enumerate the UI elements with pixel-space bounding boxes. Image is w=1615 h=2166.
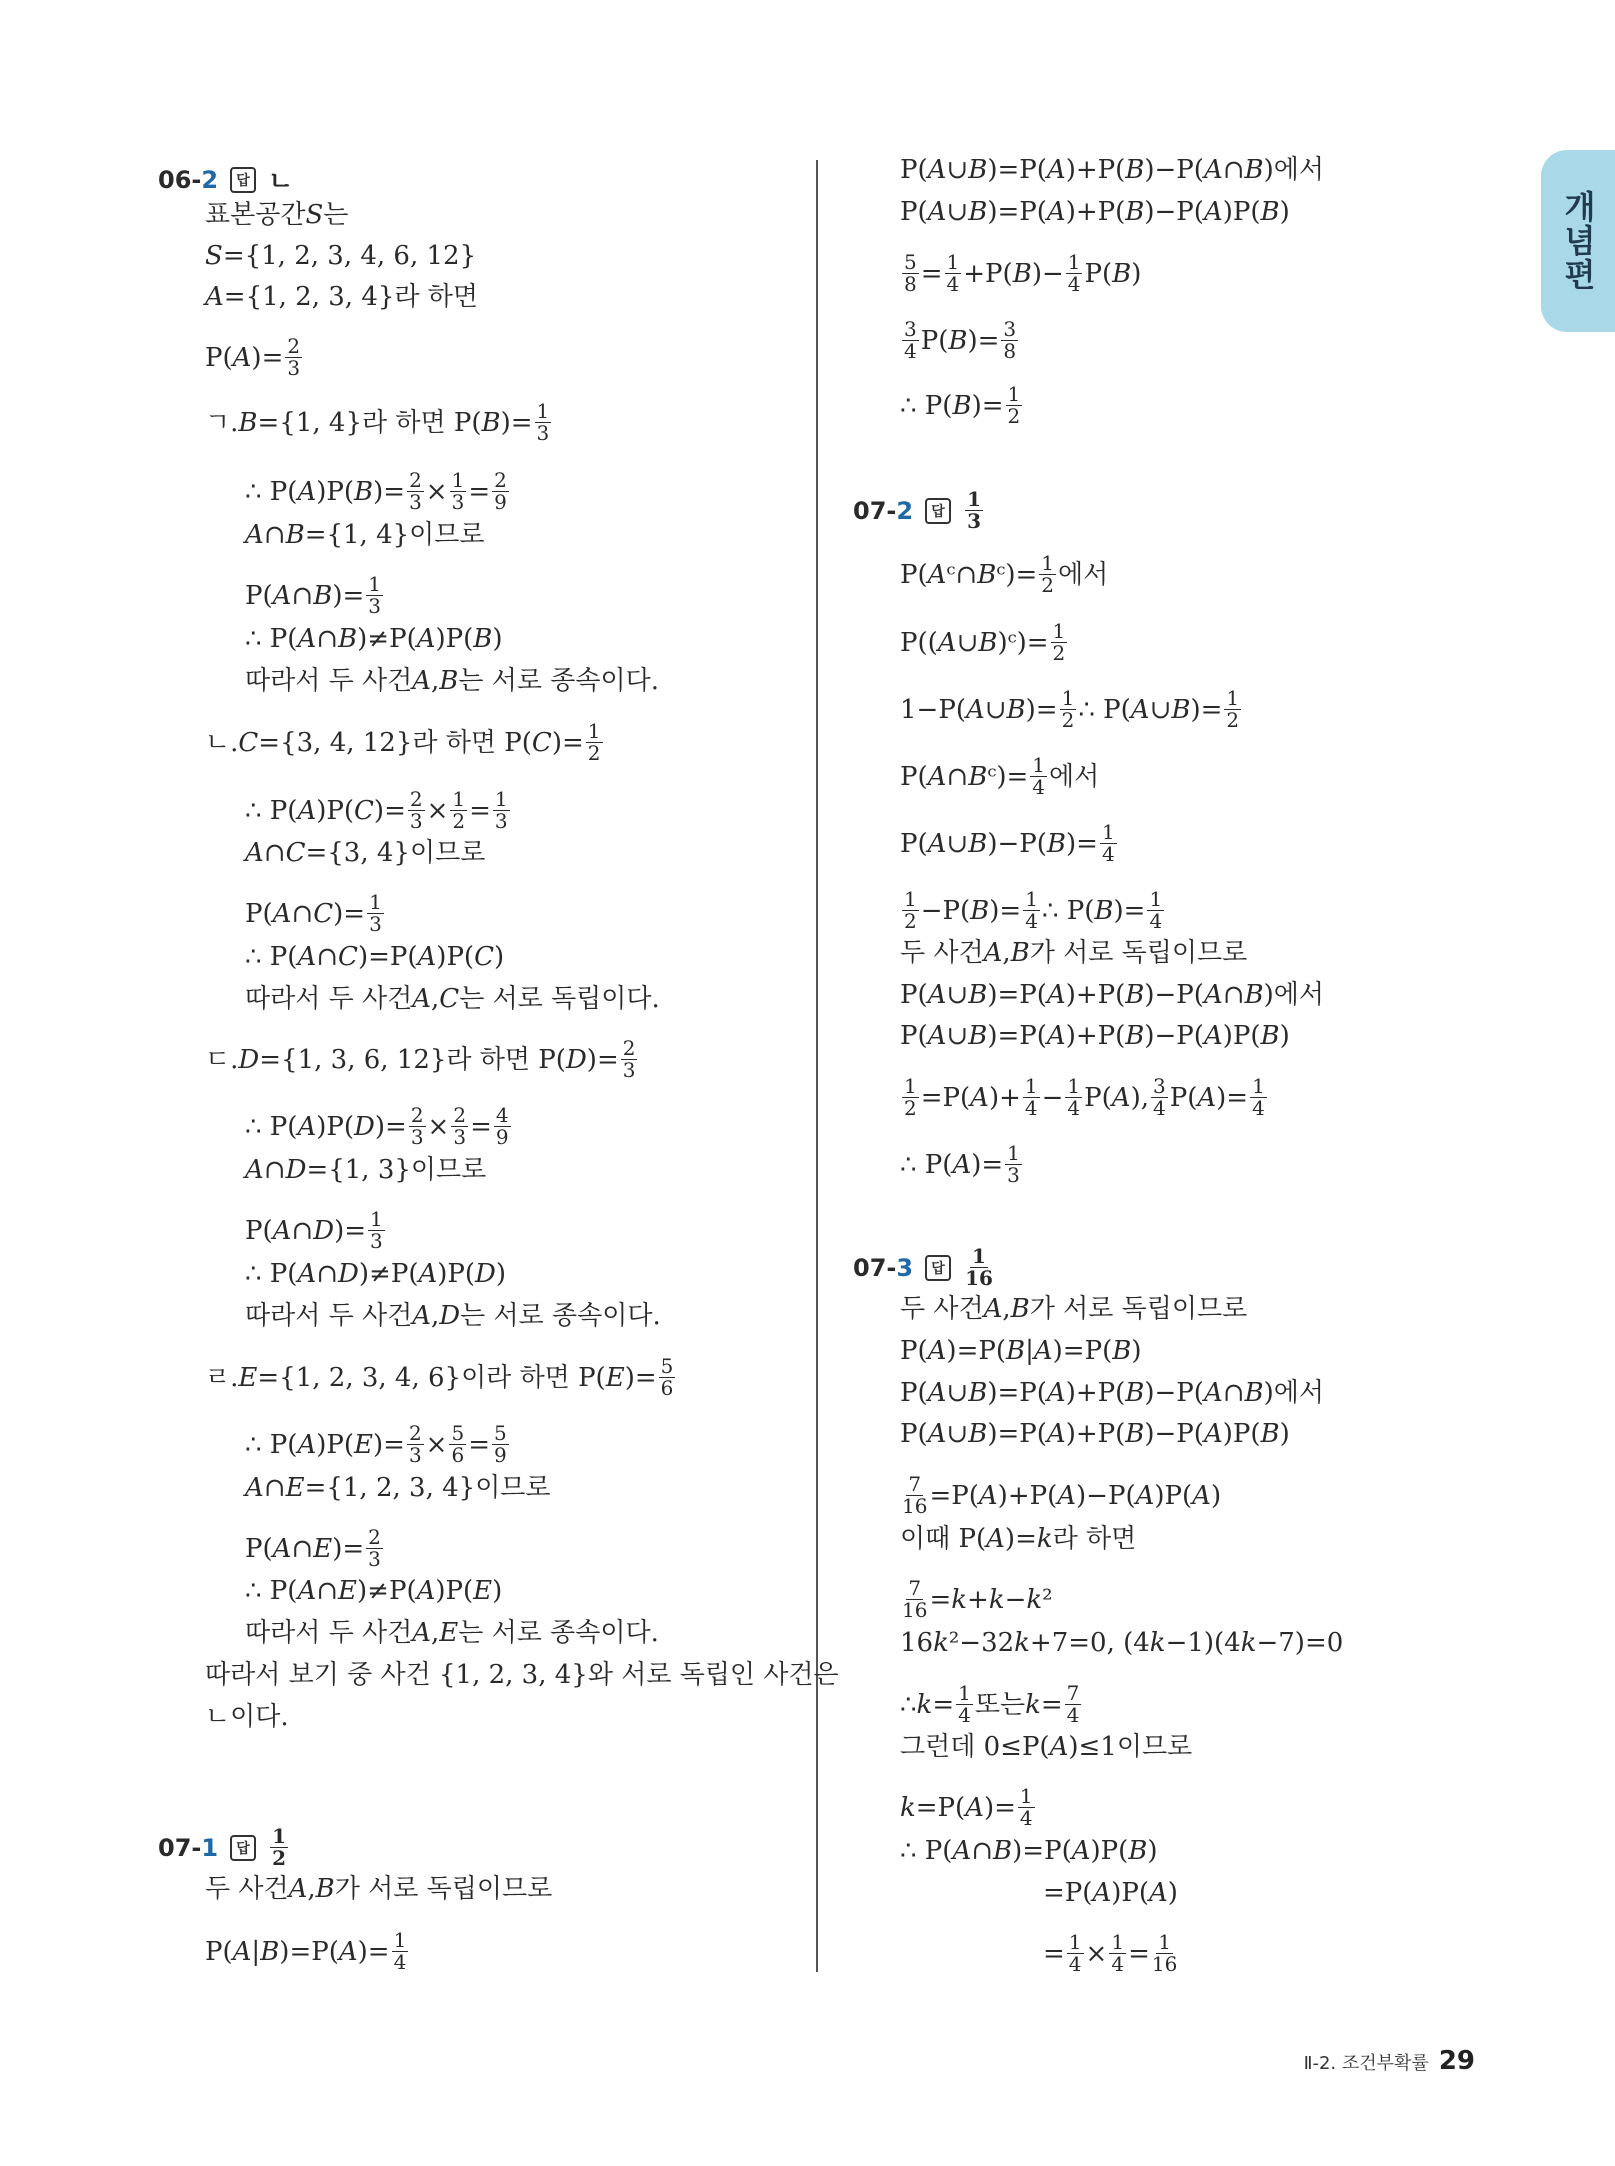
solution-line: 1 2 −P( B )= 1 4 ∴ P( B )= 1 4 [904,887,1163,933]
answer-value: $\frac{1}{2}$ [272,1824,286,1870]
problem-number: 07-1 [158,1833,219,1862]
solution-line: P( A ᶜ∩ B ᶜ)= 1 2 에서 [900,551,1109,597]
solution-line: 7 16 = k + k − k ² [902,1576,1053,1622]
solution-line: A ∩ D ={1, 3}이므로 [245,1155,487,1185]
solution-line: 표본공간 S 는 [205,200,349,230]
answer-badge-icon: 답 [925,498,951,524]
solution-line: =P( A )P( A ) [1043,1878,1178,1908]
solution-line: 두 사건 A , B 가 서로 독립이므로 [900,1294,1248,1324]
solution-line: P( A ∪ B )=P( A )+P( B )−P( A ∩ B )에서 [900,1378,1325,1408]
solution-line: 그런데 0≤P( A )≤1이므로 [900,1732,1193,1762]
solution-line: A ∩ B ={1, 4}이므로 [245,520,485,550]
solution-line: P( A ∩ E )= 2 3 [245,1525,381,1571]
problem-header [853,489,985,532]
solution-line: ㄴ이다. [205,1702,289,1732]
solution-line: 따라서 두 사건 A , D 는 서로 종속이다. [245,1301,661,1331]
solution-line: 따라서 두 사건 A , B 는 서로 종속이다. [245,666,659,696]
answer-badge-icon: 답 [925,1255,951,1281]
solution-line: 이때 P( A )= k 라 하면 [900,1524,1137,1554]
solution-line: ∴ P( A ∩ B )=P( A )P( B ) [900,1836,1158,1866]
answer-value: $\frac{1}{16}$ [965,1244,993,1290]
solution-line: 따라서 두 사건 A , C 는 서로 독립이다. [245,984,660,1014]
page-footer [1304,2046,1475,2076]
solution-line: ∴ P( B )= 1 2 [900,382,1021,428]
solution-line: 1−P( A ∪ B )= 1 2 ∴ P( A ∪ B )= 1 2 [900,686,1240,732]
solution-line: P( A ∩ B )= 1 3 [245,572,381,618]
solution-line: ∴ P( A ∩ D )≠P( A )P( D ) [245,1259,507,1289]
solution-line: P( A ∩ D )= 1 3 [245,1207,383,1253]
solution-line: 5 8 = 1 4 +P( B )− 1 4 P( B ) [904,250,1142,296]
section-tab [1541,150,1615,332]
solution-line: P( A )= 2 3 [205,334,301,380]
solution-line: P(( A ∪ B )ᶜ)= 1 2 [900,619,1066,665]
solution-line: 16 k ²−32 k +7=0, (4 k −1)(4 k −7)=0 [900,1628,1344,1658]
solution-line: ㄹ. E ={1, 2, 3, 4, 6}이라 하면 P( E )= 5 6 [205,1354,674,1400]
solution-line: 두 사건 A , B 가 서로 독립이므로 [900,938,1248,968]
solution-line: A ∩ E ={1, 2, 3, 4}이므로 [245,1473,551,1503]
solution-line: 1 2 =P( A )+ 1 4 − 1 4 P( A ), 3 4 P( A )= 1 4 [904,1074,1265,1120]
problem-number: 07-3 [853,1253,914,1282]
answer-value: ㄴ [268,167,294,197]
solution-line: ㄷ. D ={1, 3, 6, 12}라 하면 P( D )= 2 3 [205,1036,636,1082]
solution-line: A ={1, 2, 3, 4}라 하면 [205,282,479,312]
solution-line: ㄴ. C ={3, 4, 12}라 하면 P( C )= 1 2 [205,719,601,765]
problem-number: 06-2 [158,165,219,194]
solution-line: P( A ∪ B )=P( A )+P( B )−P( A ∩ B )에서 [900,155,1325,185]
solution-line: k =P( A )= 1 4 [900,1784,1033,1830]
solution-line: P( A )=P( B | A )=P( B ) [900,1336,1142,1366]
answer-value: $\frac{1}{3}$ [967,487,981,533]
page-number: 29 [1438,2046,1475,2076]
section-tab-label: 개념편 [1559,190,1597,292]
solution-line: 두 사건 A , B 가 서로 독립이므로 [205,1874,553,1904]
solution-line: ∴ P( A )P( E )= 2 3 × 5 6 = 5 9 [245,1421,507,1467]
answer-badge-icon: 답 [230,167,256,193]
solution-line: = 1 4 × 1 4 = 1 16 [1043,1930,1178,1976]
answer-badge-icon: 답 [230,1835,256,1861]
solution-line: 3 4 P( B )= 3 8 [904,317,1017,363]
solution-line: ∴ P( A ∩ E )≠P( A )P( E ) [245,1576,503,1606]
solution-line: ∴ k = 1 4 또는 k = 7 4 [900,1681,1080,1727]
solution-line: S ={1, 2, 3, 4, 6, 12} [205,241,477,271]
solution-line: P( A ∪ B )=P( A )+P( B )−P( A ∩ B )에서 [900,980,1325,1010]
solution-line: P( A ∩ C )= 1 3 [245,890,382,936]
problem-header [158,1826,290,1869]
solution-line: ㄱ. B ={1, 4}라 하면 P( B )= 1 3 [205,399,550,445]
solution-line: ∴ P( A ∩ C )=P( A )P( C ) [245,942,505,972]
solution-line: A ∩ C ={3, 4}이므로 [245,838,486,868]
problem-header [158,161,293,198]
solution-line: ∴ P( A )= 1 3 [900,1141,1020,1187]
solution-line: P( A ∪ B )=P( A )+P( B )−P( A )P( B ) [900,197,1290,227]
solution-line: P( A ∪ B )−P( B )= 1 4 [900,820,1115,866]
solution-line: P( A ∪ B )=P( A )+P( B )−P( A )P( B ) [900,1419,1290,1449]
solution-line: 따라서 두 사건 A , E 는 서로 종속이다. [245,1618,659,1648]
solution-line: ∴ P( A )P( D )= 2 3 × 2 3 = 4 9 [245,1103,509,1149]
solution-line: P( A ∪ B )=P( A )+P( B )−P( A )P( B ) [900,1021,1290,1051]
solution-line: ∴ P( A )P( B )= 2 3 × 1 3 = 2 9 [245,468,507,514]
problem-header [853,1246,995,1289]
problem-number: 07-2 [853,496,914,525]
solution-line: 따라서 보기 중 사건 {1, 2, 3, 4}와 서로 독립인 사건은 [205,1660,839,1690]
solution-line: P( A | B )=P( A )= 1 4 [205,1928,407,1974]
column-divider [816,160,818,1972]
solution-line: ∴ P( A ∩ B )≠P( A )P( B ) [245,624,503,654]
footer-section: Ⅱ-2. 조건부확률 [1303,2053,1429,2074]
solution-line: 7 16 =P( A )+P( A )−P( A )P( A ) [902,1472,1222,1518]
solution-line: P( A ∩ B ᶜ)= 1 4 에서 [900,753,1100,799]
solution-line: ∴ P( A )P( C )= 2 3 × 1 2 = 1 3 [245,787,508,833]
